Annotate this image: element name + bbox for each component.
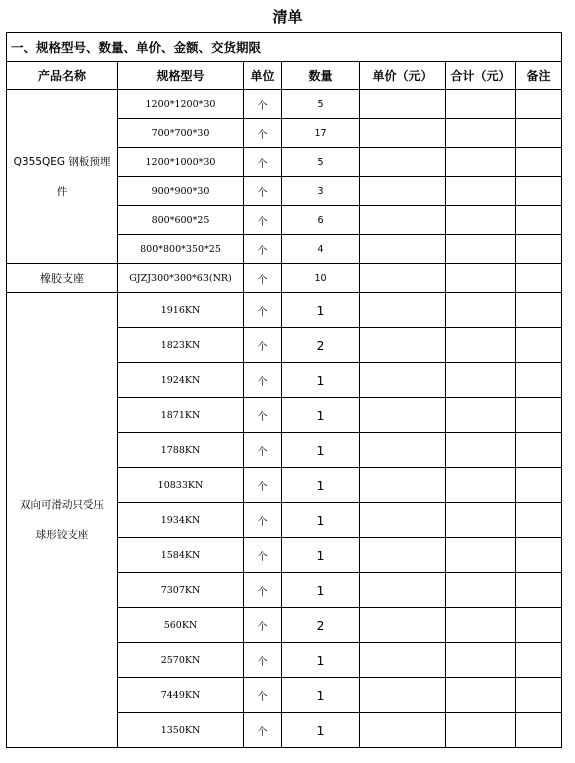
quantity-cell: 2 — [282, 608, 360, 643]
unit-cell: 个 — [244, 264, 282, 293]
total-cell — [446, 328, 516, 363]
quantity-cell: 1 — [282, 433, 360, 468]
header-unit: 单位 — [244, 62, 282, 90]
unit-price-cell — [360, 235, 446, 264]
remarks-cell — [516, 235, 562, 264]
unit-cell: 个 — [244, 177, 282, 206]
remarks-cell — [516, 328, 562, 363]
unit-cell: 个 — [244, 206, 282, 235]
unit-cell: 个 — [244, 503, 282, 538]
unit-price-cell — [360, 433, 446, 468]
total-cell — [446, 363, 516, 398]
unit-price-cell — [360, 293, 446, 328]
unit-price-cell — [360, 177, 446, 206]
total-cell — [446, 90, 516, 119]
header-unit-price: 单价（元） — [360, 62, 446, 90]
product-name-cell — [7, 90, 118, 264]
spec-cell: 1934KN — [118, 503, 244, 538]
unit-cell: 个 — [244, 433, 282, 468]
remarks-cell — [516, 293, 562, 328]
spec-cell: 800*800*350*25 — [118, 235, 244, 264]
inventory-table — [6, 32, 562, 748]
unit-price-cell — [360, 90, 446, 119]
spec-cell: GJZJ300*300*63(NR) — [118, 264, 244, 293]
unit-price-cell — [360, 503, 446, 538]
unit-price-cell — [360, 468, 446, 503]
unit-cell: 个 — [244, 328, 282, 363]
product-name-line: Q355QEG 钢板预埋 — [13, 155, 111, 168]
quantity-cell: 5 — [282, 90, 360, 119]
unit-cell: 个 — [244, 363, 282, 398]
unit-price-cell — [360, 398, 446, 433]
quantity-cell: 4 — [282, 235, 360, 264]
spec-cell: 1871KN — [118, 398, 244, 433]
total-cell — [446, 177, 516, 206]
product-name-line: 橡胶支座 — [40, 272, 84, 285]
quantity-cell: 17 — [282, 119, 360, 148]
unit-price-cell — [360, 713, 446, 748]
unit-cell: 个 — [244, 398, 282, 433]
quantity-cell: 1 — [282, 398, 360, 433]
unit-price-cell — [360, 206, 446, 235]
remarks-cell — [516, 468, 562, 503]
remarks-cell — [516, 119, 562, 148]
total-cell — [446, 468, 516, 503]
spec-cell: 1350KN — [118, 713, 244, 748]
spec-cell: 7307KN — [118, 573, 244, 608]
unit-price-cell — [360, 119, 446, 148]
header-remarks: 备注 — [516, 62, 562, 90]
spec-cell: 1823KN — [118, 328, 244, 363]
remarks-cell — [516, 90, 562, 119]
spec-cell: 560KN — [118, 608, 244, 643]
remarks-cell — [516, 264, 562, 293]
remarks-cell — [516, 713, 562, 748]
spec-cell: 700*700*30 — [118, 119, 244, 148]
unit-price-cell — [360, 608, 446, 643]
quantity-cell: 5 — [282, 148, 360, 177]
spec-cell: 1200*1000*30 — [118, 148, 244, 177]
product-name-line: 件 — [56, 185, 68, 198]
unit-cell: 个 — [244, 713, 282, 748]
unit-price-cell — [360, 363, 446, 398]
unit-price-cell — [360, 148, 446, 177]
total-cell — [446, 119, 516, 148]
unit-price-cell — [360, 678, 446, 713]
unit-cell: 个 — [244, 678, 282, 713]
spec-cell: 2570KN — [118, 643, 244, 678]
remarks-cell — [516, 398, 562, 433]
total-cell — [446, 235, 516, 264]
total-cell — [446, 148, 516, 177]
header-spec: 规格型号 — [118, 62, 244, 90]
table-row — [7, 293, 562, 328]
remarks-cell — [516, 678, 562, 713]
unit-cell: 个 — [244, 293, 282, 328]
unit-price-cell — [360, 538, 446, 573]
spec-cell: 1788KN — [118, 433, 244, 468]
header-product-name: 产品名称 — [7, 62, 118, 90]
spec-cell: 1924KN — [118, 363, 244, 398]
remarks-cell — [516, 433, 562, 468]
remarks-cell — [516, 363, 562, 398]
total-cell — [446, 538, 516, 573]
unit-price-cell — [360, 264, 446, 293]
product-name-line: 球形铰支座 — [35, 529, 89, 541]
spec-cell: 1584KN — [118, 538, 244, 573]
unit-cell: 个 — [244, 573, 282, 608]
unit-price-cell — [360, 643, 446, 678]
quantity-cell: 1 — [282, 573, 360, 608]
unit-cell: 个 — [244, 538, 282, 573]
total-cell — [446, 608, 516, 643]
spec-cell: 900*900*30 — [118, 177, 244, 206]
remarks-cell — [516, 177, 562, 206]
table-row — [7, 264, 562, 293]
unit-cell: 个 — [244, 468, 282, 503]
total-cell — [446, 678, 516, 713]
unit-cell: 个 — [244, 608, 282, 643]
unit-cell: 个 — [244, 643, 282, 678]
spec-cell: 7449KN — [118, 678, 244, 713]
quantity-cell: 1 — [282, 678, 360, 713]
remarks-cell — [516, 503, 562, 538]
remarks-cell — [516, 608, 562, 643]
quantity-cell: 10 — [282, 264, 360, 293]
header-total: 合计（元） — [446, 62, 516, 90]
unit-cell: 个 — [244, 119, 282, 148]
total-cell — [446, 398, 516, 433]
remarks-cell — [516, 643, 562, 678]
total-cell — [446, 643, 516, 678]
unit-price-cell — [360, 573, 446, 608]
total-cell — [446, 293, 516, 328]
inventory-table-body — [7, 33, 562, 748]
remarks-cell — [516, 148, 562, 177]
quantity-cell: 3 — [282, 177, 360, 206]
table-row — [7, 90, 562, 119]
spec-cell: 1916KN — [118, 293, 244, 328]
unit-cell: 个 — [244, 90, 282, 119]
product-name-line: 双向可滑动只受压 — [20, 499, 104, 511]
product-name-cell — [7, 264, 118, 293]
total-cell — [446, 503, 516, 538]
quantity-cell: 1 — [282, 538, 360, 573]
remarks-cell — [516, 538, 562, 573]
unit-price-cell — [360, 328, 446, 363]
unit-cell: 个 — [244, 235, 282, 264]
document-title: 清单 — [272, 8, 303, 26]
header-quantity: 数量 — [282, 62, 360, 90]
total-cell — [446, 573, 516, 608]
quantity-cell: 2 — [282, 328, 360, 363]
total-cell — [446, 433, 516, 468]
quantity-cell: 1 — [282, 363, 360, 398]
remarks-cell — [516, 206, 562, 235]
quantity-cell: 1 — [282, 503, 360, 538]
quantity-cell: 1 — [282, 713, 360, 748]
table-header-row — [7, 62, 562, 90]
total-cell — [446, 264, 516, 293]
remarks-cell — [516, 573, 562, 608]
quantity-cell: 1 — [282, 643, 360, 678]
spec-cell: 10833KN — [118, 468, 244, 503]
spec-cell: 1200*1200*30 — [118, 90, 244, 119]
total-cell — [446, 206, 516, 235]
quantity-cell: 1 — [282, 293, 360, 328]
product-name-cell — [7, 293, 118, 748]
quantity-cell: 6 — [282, 206, 360, 235]
unit-cell: 个 — [244, 148, 282, 177]
quantity-cell: 1 — [282, 468, 360, 503]
section-heading: 一、规格型号、数量、单价、金额、交货期限 — [7, 33, 562, 62]
spec-cell: 800*600*25 — [118, 206, 244, 235]
total-cell — [446, 713, 516, 748]
